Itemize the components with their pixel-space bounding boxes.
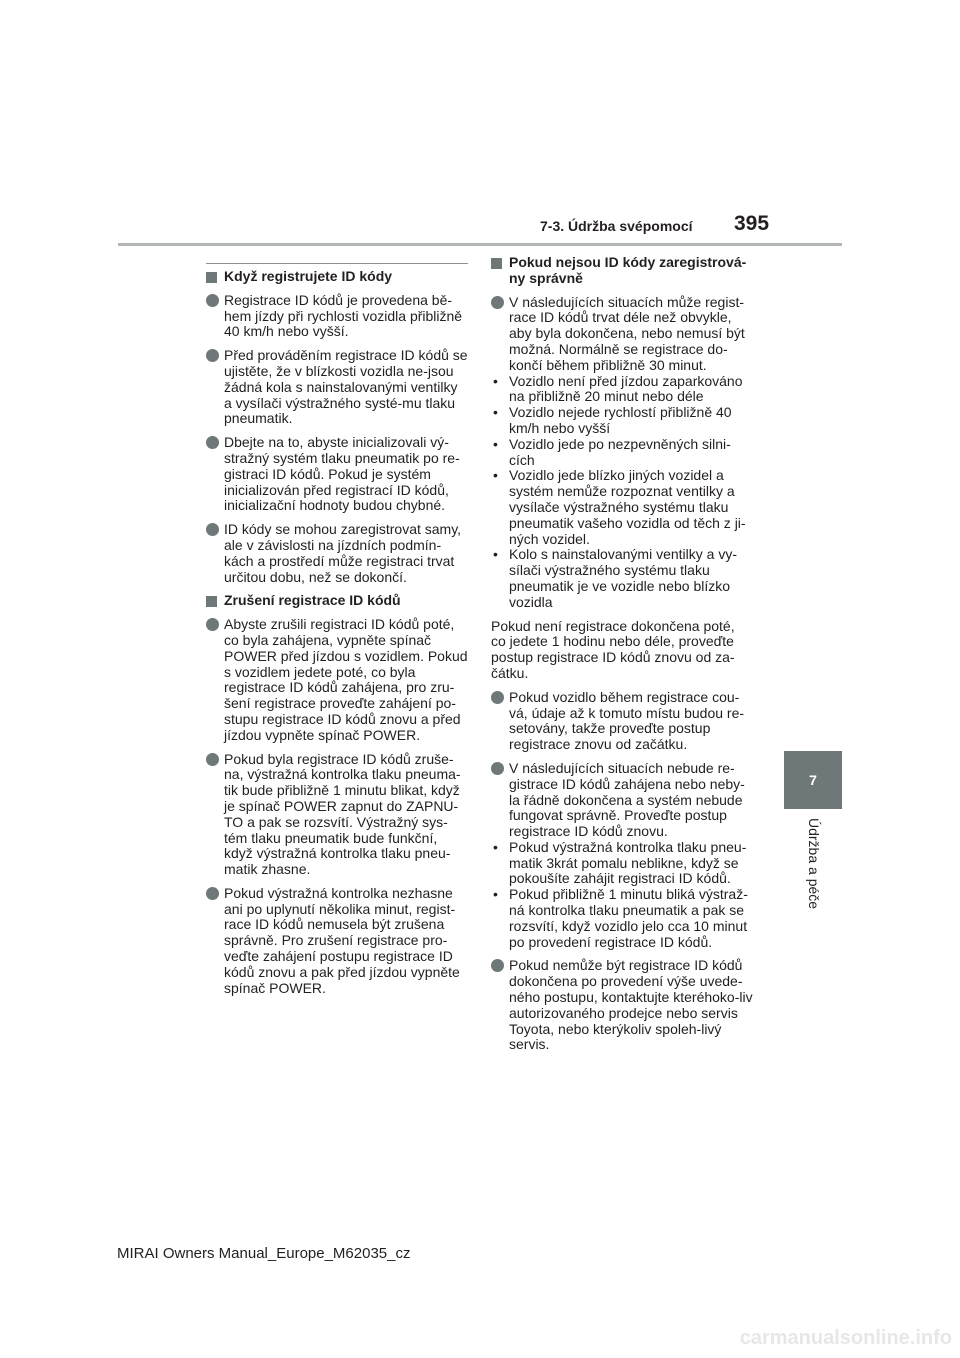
list-item: V následujících situacích může regist-race ID kódů trvat déle než obvykle, aby byla dokončena, nebo nemusí být možná. Normálně se registrace do-končí během přibližně 30 minut. xyxy=(491,295,753,374)
heading-registering-id-codes: Když registrujete ID kódy xyxy=(206,269,468,285)
list-item: V následujících situacích nebude re-gistrace ID kódů zahájena nebo neby-la řádně dokončena a systém nebude fungovat správně. Proveďte postup registrace ID kódů znovu. xyxy=(491,761,753,840)
page-number: 395 xyxy=(734,212,770,235)
chapter-tab[interactable]: 7 xyxy=(784,751,842,809)
sub-bullet: • Pokud přibližně 1 minutu bliká výstraž-ná kontrolka tlaku pneumatik a pak se rozsvítí, když vozidlo jelo cca 10 minut po provedení registrace ID kódů. xyxy=(493,886,748,950)
list-item: Pokud nemůže být registrace ID kódů dokončena po provedení výše uvede-ného postupu, kontaktujte kteréhoko-liv autorizovaného prodejce nebo servis Toyota, nebo kterýkoliv spoleh-livý servis. xyxy=(491,958,753,1053)
sub-bullet: • Vozidlo jede po nezpevněných silni-cích xyxy=(493,435,731,468)
sub-bullet: • Vozidlo nejede rychlostí přibližně 40 km/h nebo vyšší xyxy=(493,404,732,436)
circle-bullet-icon xyxy=(491,691,504,704)
column-divider xyxy=(206,263,468,264)
watermark: carmanualsonline.info xyxy=(739,1327,952,1349)
circle-bullet-icon xyxy=(206,349,219,362)
left-column xyxy=(206,269,468,1004)
sub-bullet: • Vozidlo není před jízdou zaparkováno na přibližně 20 minut nebo déle xyxy=(493,372,743,405)
chapter-label xyxy=(785,818,841,948)
square-bullet-icon xyxy=(206,596,217,607)
square-bullet-icon xyxy=(206,272,217,283)
circle-bullet-icon xyxy=(491,762,504,775)
circle-bullet-icon xyxy=(491,959,504,972)
chapter-title: Údržba a péče xyxy=(806,818,822,910)
sub-bullet: • Pokud výstražná kontrolka tlaku pneu-matik 3krát pomalu neblikne, když se pokoušíte zahájit registraci ID kódů. xyxy=(493,838,747,887)
circle-bullet-icon xyxy=(206,436,219,449)
list-item: Dbejte na to, abyste inicializovali vý-stražný systém tlaku pneumatik po re-gistraci ID kódů. Pokud je systém inicializován před registrací ID kódů, inicializační hodnoty budou chybné. xyxy=(206,435,468,514)
circle-bullet-icon xyxy=(206,753,219,766)
list-item: Pokud byla registrace ID kódů zruše-na, výstražná kontrolka tlaku pneuma-tik bude přibližně 1 minutu blikat, když je spínač POWER zapnut do ZAPNU-TO a pak se rozsvítí. Výstražný sys-tém tlaku pneumatik bude funkční, když výstražná kontrolka tlaku pneu-matik zhasne. xyxy=(206,752,468,878)
square-bullet-icon xyxy=(491,258,502,269)
sub-bullet: • Kolo s nainstalovanými ventilky a vy-sílači výstražného systému tlaku pneumatik je ve vozidle nebo blízko vozidla xyxy=(493,546,737,610)
circle-bullet-icon xyxy=(491,296,504,309)
paragraph: Pokud není registrace dokončena poté, co jedete 1 hodinu nebo déle, proveďte postup registrace ID kódů znovu od za-čátku. xyxy=(491,617,735,681)
list-item: Registrace ID kódů je provedena bě-hem jízdy při rychlosti vozidla přibližně 40 km/h nebo vyšší. xyxy=(206,293,468,340)
circle-bullet-icon xyxy=(206,294,219,307)
list-item: Abyste zrušili registraci ID kódů poté, co byla zahájena, vypněte spínač POWER před jízdou s vozidlem. Pokud s vozidlem jedete poté, co byla registrace ID kódů zahájena, pro zru-šení registrace proveďte zahájení po-stupu registrace ID kódů znovu a před jízdou vypněte spínač POWER. xyxy=(206,617,468,743)
section-title: 7-3. Údržba svépomocí xyxy=(540,218,693,234)
right-column xyxy=(491,255,753,1061)
list-item: Před prováděním registrace ID kódů se ujistěte, že v blízkosti vozidla ne-jsou žádná kola s nainstalovanými ventilky a vysílači výstražného systé-mu tlaku pneumatik. xyxy=(206,348,468,427)
heading-id-codes-not-registered: Pokud nejsou ID kódy zaregistrová-ny správně xyxy=(491,255,753,287)
circle-bullet-icon xyxy=(206,523,219,536)
list-item: Pokud vozidlo během registrace cou-vá, údaje až k tomuto místu budou re-setovány, takže proveďte postup registrace znovu od začátku. xyxy=(491,690,753,753)
list-item: Pokud výstražná kontrolka nezhasne ani po uplynutí několika minut, regist-race ID kódů nemusela být zrušena správně. Pro zrušení registrace pro-veďte zahájení postupu registrace ID kódů znovu a pak před jízdou vypněte spínač POWER. xyxy=(206,886,468,997)
footer-manual-name: MIRAI Owners Manual_Europe_M62035_cz xyxy=(117,1245,411,1262)
circle-bullet-icon xyxy=(206,887,219,900)
sub-bullet: • Vozidlo jede blízko jiných vozidel a systém nemůže rozpoznat ventilky a vysílače výstražného systému tlaku pneumatik vašeho vozidla od těch z ji-ných vozidel. xyxy=(493,467,746,547)
list-item: ID kódy se mohou zaregistrovat samy, ale v závislosti na jízdních podmín-kách a prostředí může registraci trvat určitou dobu, než se dokončí. xyxy=(206,522,468,585)
heading-cancel-registration: Zrušení registrace ID kódů xyxy=(206,593,468,609)
header-divider xyxy=(118,243,842,246)
circle-bullet-icon xyxy=(206,618,219,631)
